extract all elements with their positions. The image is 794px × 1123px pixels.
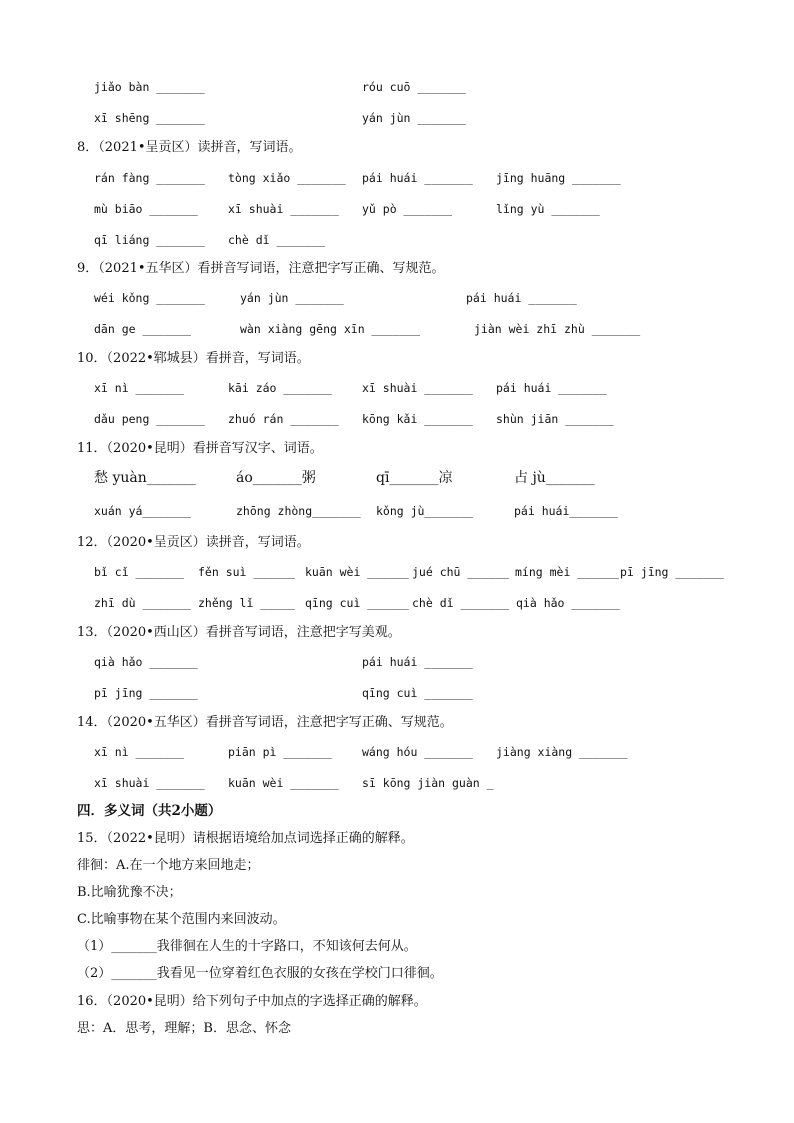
question-title-11: 11．（2020•昆明）看拼音写汉字、词语。 [77, 441, 323, 456]
question-title-16: 16．（2020•昆明）给下列句子中加点的字选择正确的解释。 [77, 994, 427, 1009]
pinyin-item: lǐng yù _______ [496, 202, 600, 216]
pinyin-item: xī shēng _______ [94, 111, 205, 125]
pinyin-item: rán fàng _______ [94, 171, 205, 185]
question-title-10: 10．（2022•郓城县）看拼音，写词语。 [77, 351, 310, 366]
pinyin-item: xī nì _______ [94, 745, 185, 759]
pinyin-item: wéi kǒng _______ [94, 291, 205, 305]
pinyin-item: zhōng zhòng_______ [236, 504, 361, 518]
pinyin-item: zhuó rán _______ [228, 412, 339, 426]
pinyin-item: pái huái _______ [362, 655, 473, 669]
pinyin-item: 占 jù_______ [514, 470, 595, 486]
pinyin-item: kāi záo _______ [228, 381, 332, 395]
question-title-8: 8．（2021•呈贡区）读拼音，写词语。 [77, 140, 302, 155]
pinyin-item: jiàn wèi zhī zhù _______ [474, 322, 641, 336]
pinyin-item: pái huái_______ [514, 504, 618, 518]
pinyin-item: yán jùn _______ [240, 291, 344, 305]
pinyin-item: jué chū ______ [412, 565, 509, 579]
pinyin-item: yán jùn _______ [362, 111, 466, 125]
section-heading: 四．多义词（共2小题） [77, 803, 222, 819]
pinyin-item: bǐ cǐ _______ [94, 565, 185, 579]
sentence-line: （1）_______我徘徊在人生的十字路口，不知该何去何从。 [77, 939, 417, 954]
definition-line: B.比喻犹豫不决； [77, 885, 182, 900]
pinyin-item: xī shuài _______ [94, 776, 205, 790]
pinyin-item: wáng hóu _______ [362, 745, 473, 759]
pinyin-item: dān ge _______ [94, 322, 191, 336]
pinyin-item: fěn suì ______ [198, 565, 295, 579]
question-title-14: 14．（2020•五华区）看拼音写词语，注意把字写正确、写规范。 [77, 715, 453, 730]
pinyin-item: kǒng jù_______ [376, 504, 473, 518]
pinyin-item: chè dǐ _______ [228, 233, 325, 247]
pinyin-item: qià hǎo _______ [516, 596, 620, 610]
pinyin-item: sī kōng jiàn guàn _ [362, 776, 494, 790]
question-title-13: 13．（2020•西山区）看拼音写词语，注意把字写美观。 [77, 625, 401, 640]
pinyin-item: pái huái _______ [496, 381, 607, 395]
pinyin-item: jiǎo bàn _______ [94, 80, 205, 94]
pinyin-item: jiàng xiàng _______ [496, 745, 628, 759]
pinyin-item: róu cuō _______ [362, 80, 466, 94]
pinyin-item: xuán yá_______ [94, 504, 191, 518]
pinyin-item: xī shuài _______ [228, 202, 339, 216]
pinyin-item: shùn jiān _______ [496, 412, 614, 426]
pinyin-item: jīng huāng _______ [496, 171, 621, 185]
question-title-12: 12．（2020•呈贡区）读拼音，写词语。 [77, 535, 310, 550]
pinyin-item: míng mèi ______ [515, 565, 619, 579]
pinyin-item: tòng xiǎo _______ [228, 171, 346, 185]
pinyin-item: chè dǐ _______ [412, 596, 509, 610]
definition-line: C.比喻事物在某个范围内来回波动。 [77, 912, 286, 927]
question-title-9: 9．（2021•五华区）看拼音写词语，注意把字写正确、写规范。 [77, 261, 445, 276]
pinyin-item: mù biāo _______ [94, 202, 198, 216]
pinyin-item: qià hǎo _______ [94, 655, 198, 669]
pinyin-item: kuān wèi _______ [228, 776, 339, 790]
question-title-15: 15．（2022•昆明）请根据语境给加点词选择正确的解释。 [77, 831, 414, 846]
pinyin-item: dǎu peng _______ [94, 412, 205, 426]
pinyin-item: wàn xiàng gēng xīn _______ [240, 322, 421, 336]
pinyin-item: xī nì _______ [94, 381, 185, 395]
pinyin-item: pī jīng _______ [620, 565, 724, 579]
pinyin-item: áo_______粥 [236, 470, 316, 486]
pinyin-item: qīng cuì _______ [362, 686, 473, 700]
pinyin-item: piān pì _______ [228, 745, 332, 759]
pinyin-item: pī jīng _______ [94, 686, 198, 700]
pinyin-item: yǔ pò _______ [362, 202, 453, 216]
pinyin-item: pái huái _______ [466, 291, 577, 305]
sentence-line: （2）_______我看见一位穿着红色衣服的女孩在学校门口徘徊。 [77, 966, 443, 981]
pinyin-item: kuān wèi ______ [305, 565, 409, 579]
pinyin-item: qī_______凉 [376, 470, 453, 486]
pinyin-item: 愁 yuàn_______ [94, 470, 196, 486]
definition-line: 徘徊：A.在一个地方来回地走； [77, 858, 260, 873]
pinyin-item: xī shuài _______ [362, 381, 473, 395]
pinyin-item: zhī dù _______ [94, 596, 191, 610]
pinyin-item: kōng kǎi _______ [362, 412, 473, 426]
pinyin-item: pái huái _______ [362, 171, 473, 185]
pinyin-item: qīng cuì ______ [305, 596, 409, 610]
definition-line: 思：A．思考，理解；B．思念、怀念 [77, 1021, 291, 1036]
pinyin-item: zhěng lǐ _____ [198, 596, 295, 610]
pinyin-item: qī liáng _______ [94, 233, 205, 247]
